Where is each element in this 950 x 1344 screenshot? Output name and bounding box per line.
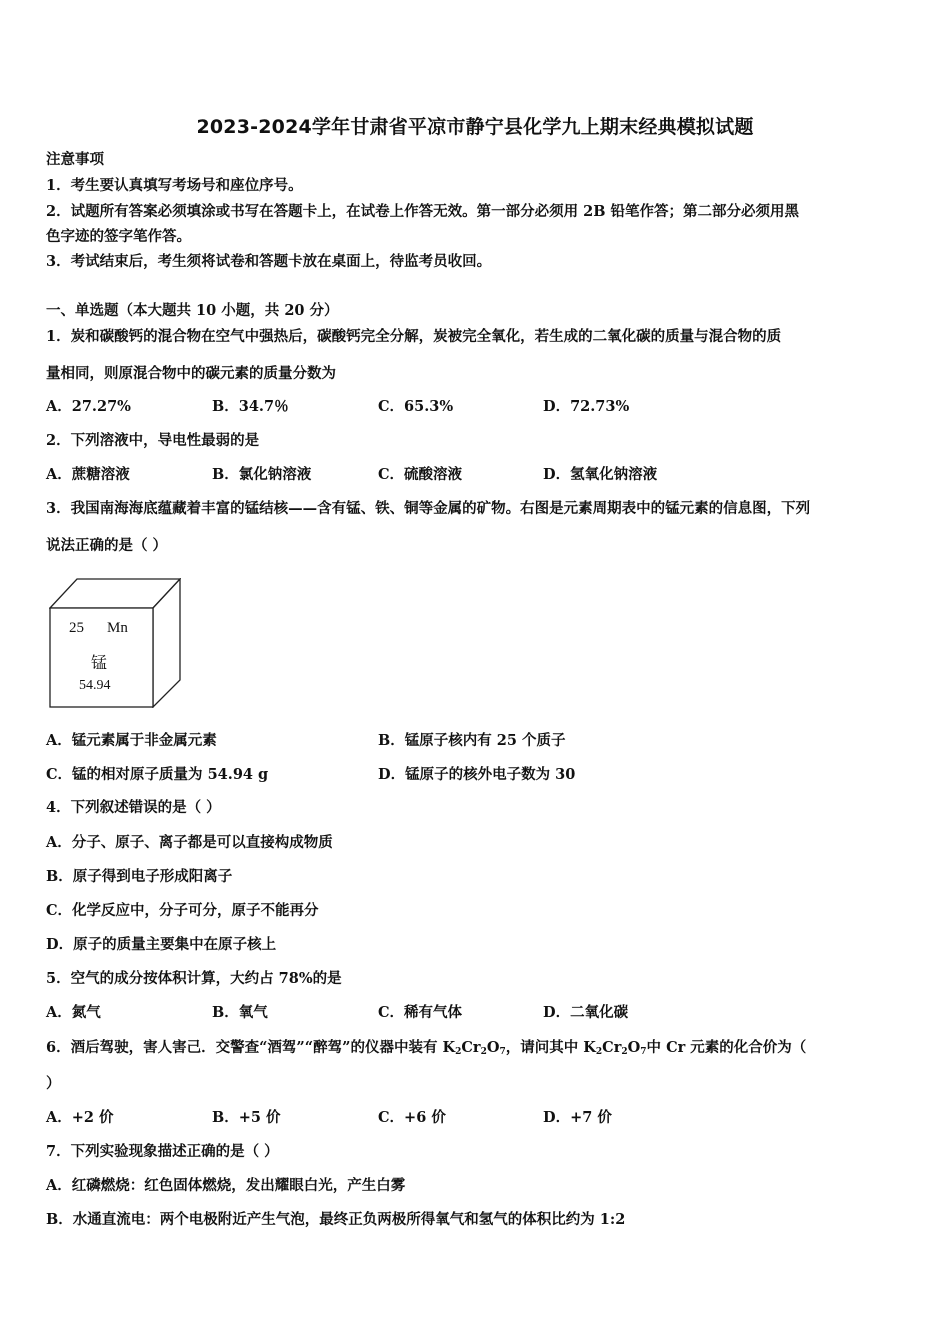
q6-stem-part: 6．酒后驾驶，害人害己．交警查“酒驾”“醉驾”的仪器中装有 K — [46, 1039, 456, 1056]
q6-option-a: A．+2 价 — [46, 1109, 114, 1126]
q6-stem-part: ，请问其中 K — [505, 1039, 596, 1056]
q1-stem: 1．炭和碳酸钙的混合物在空气中强热后，碳酸钙完全分解，炭被完全氧化，若生成的二氧化碳的质量与混合物的质 — [46, 328, 782, 345]
q1-stem-cont: 量相同，则原混合物中的碳元素的质量分数为 — [46, 365, 336, 382]
q4-option-c: C．化学反应中，分子可分，原子不能再分 — [46, 902, 319, 919]
q6-stem — [46, 1038, 806, 1062]
q1-option-c: C．65.3% — [378, 398, 454, 415]
q1-option-b: B．34.7％ — [212, 398, 289, 415]
q7-stem: 7．下列实验现象描述正确的是（ ） — [46, 1143, 279, 1160]
element-atomic-number: 25 — [69, 620, 84, 636]
q5-option-b: B．氧气 — [212, 1004, 268, 1021]
notice-item-1: 1．考生要认真填写考场号和座位序号。 — [46, 177, 303, 194]
element-cube-outline — [49, 578, 181, 708]
q6-stem-part: 中 Cr 元素的化合价为（ — [646, 1039, 807, 1056]
notice-item-3: 3．考试结束后，考生须将试卷和答题卡放在桌面上，待监考员收回。 — [46, 253, 492, 270]
element-tile-manganese — [49, 578, 181, 708]
q5-option-d: D．二氧化碳 — [543, 1004, 629, 1021]
q5-stem: 5．空气的成分按体积计算，大约占 78%的是 — [46, 970, 342, 987]
q3-option-c: C．锰的相对原子质量为 54.94 g — [46, 766, 269, 783]
q6-option-c: C．+6 价 — [378, 1109, 446, 1126]
q7-option-b: B．水通直流电：两个电极附近产生气泡，最终正负两极所得氧气和氢气的体积比约为 1:2 — [46, 1211, 626, 1228]
q5-option-a: A．氮气 — [46, 1004, 101, 1021]
q6-option-d: D．+7 价 — [543, 1109, 612, 1126]
q3-option-b: B．锰原子核内有 25 个质子 — [378, 732, 566, 749]
q7-option-a: A．红磷燃烧：红色固体燃烧，发出耀眼白光，产生白雾 — [46, 1177, 406, 1194]
q1-option-d: D．72.73% — [543, 398, 630, 415]
q2-option-d: D．氢氧化钠溶液 — [543, 466, 658, 483]
section-heading: 一、单选题（本大题共 10 小题，共 20 分） — [46, 302, 339, 319]
q4-option-b: B．原子得到电子形成阳离子 — [46, 868, 233, 885]
notice-item-2-cont: 色字迹的签字笔作答。 — [46, 228, 191, 245]
q5-option-c: C．稀有气体 — [378, 1004, 463, 1021]
q6-stem-part: Cr — [602, 1039, 622, 1056]
q6-stem-part: Cr — [461, 1039, 481, 1056]
q4-stem: 4．下列叙述错误的是（ ） — [46, 799, 221, 816]
page-title: 2023-2024学年甘肃省平凉市静宁县化学九上期末经典模拟试题 — [196, 116, 754, 138]
q6-subscript: 2 — [595, 1047, 603, 1057]
q6-subscript: 2 — [621, 1047, 628, 1057]
q4-option-d: D．原子的质量主要集中在原子核上 — [46, 936, 277, 953]
q3-option-a: A．锰元素属于非金属元素 — [46, 732, 217, 749]
q2-option-c: C．硫酸溶液 — [378, 466, 463, 483]
element-atomic-mass: 54.94 — [79, 678, 111, 693]
q1-option-a: A．27.27% — [46, 398, 131, 415]
q4-option-a: A．分子、原子、离子都是可以直接构成物质 — [46, 834, 333, 851]
q6-stem-part: O — [627, 1039, 641, 1056]
q6-subscript: 7 — [640, 1047, 647, 1057]
q3-stem-cont: 说法正确的是（ ） — [46, 537, 168, 554]
q6-stem-part: O — [486, 1039, 500, 1056]
q3-option-d: D．锰原子的核外电子数为 30 — [378, 766, 576, 783]
q6-stem-cont: ） — [46, 1075, 61, 1092]
q6-subscript: 2 — [455, 1047, 462, 1057]
q3-stem: 3．我国南海海底蕴藏着丰富的锰结核——含有锰、铁、铜等金属的矿物。右图是元素周期表中的锰元素的信息图，下列 — [46, 500, 811, 517]
element-name: 锰 — [91, 653, 108, 672]
q2-option-b: B．氯化钠溶液 — [212, 466, 312, 483]
q6-option-b: B．+5 价 — [212, 1109, 281, 1126]
notice-heading: 注意事项 — [46, 151, 104, 168]
q2-stem: 2．下列溶液中，导电性最弱的是 — [46, 432, 260, 449]
notice-item-2: 2．试题所有答案必须填涂或书写在答题卡上，在试卷上作答无效。第一部分必须用 2B 铅笔作答；第二部分必须用黑 — [46, 203, 800, 220]
q2-option-a: A．蔗糖溶液 — [46, 466, 130, 483]
q6-subscript: 2 — [480, 1047, 487, 1057]
q6-subscript: 7 — [499, 1047, 506, 1057]
element-symbol: Mn — [107, 620, 128, 636]
